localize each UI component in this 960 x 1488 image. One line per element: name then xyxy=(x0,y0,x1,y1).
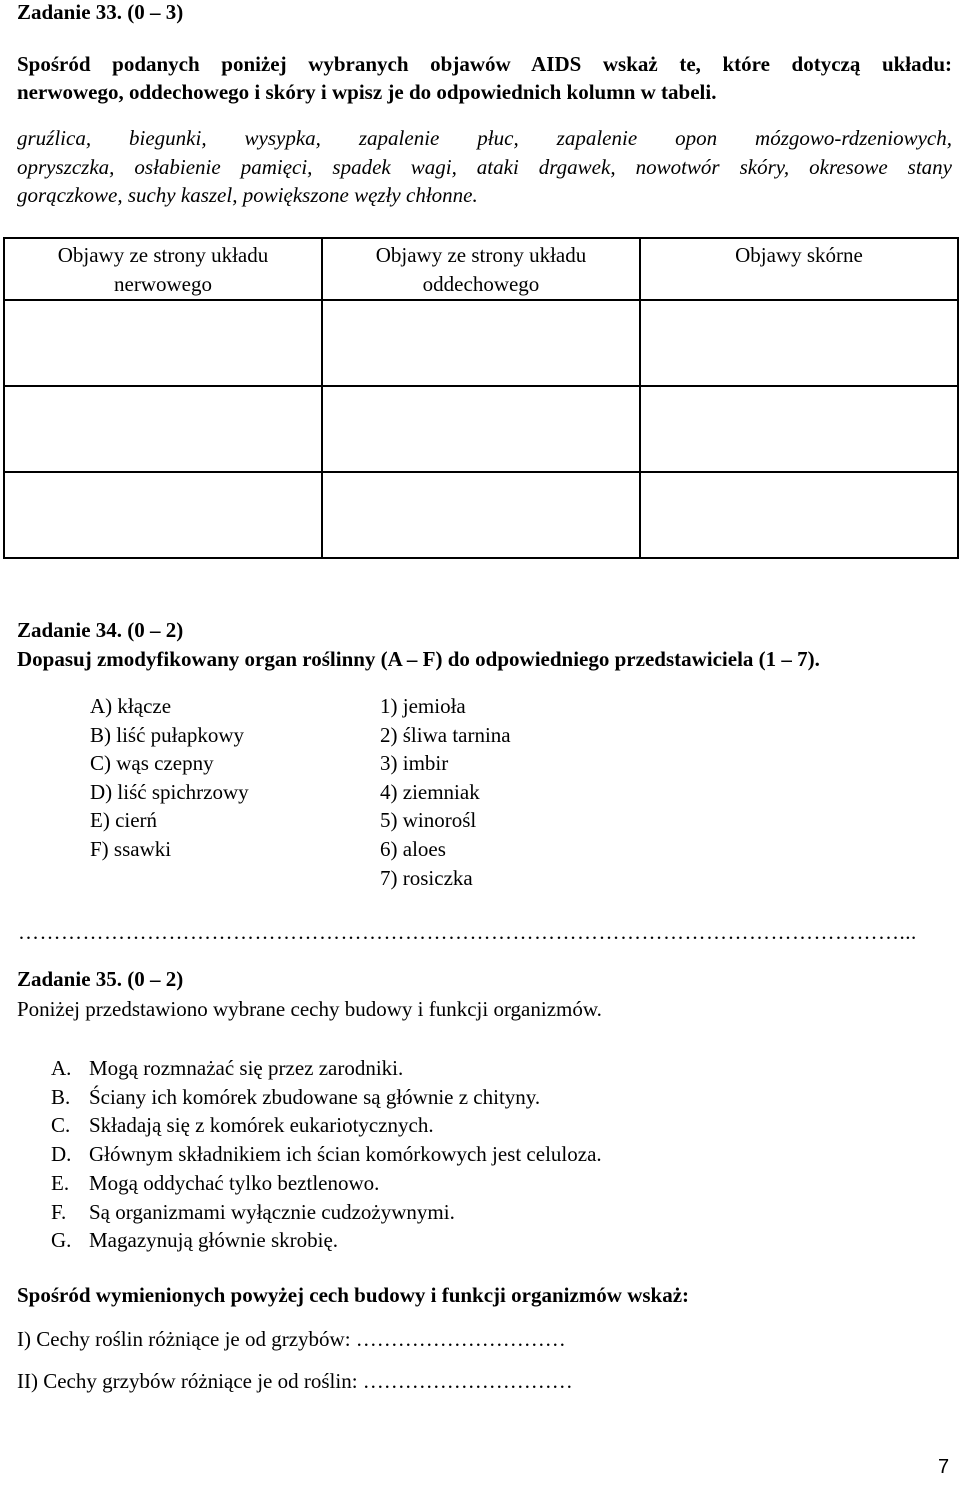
task-33-instruction-line-2: nerwowego, oddechowego i skóry i wpisz je do odpowiednich kolumn w tabeli. xyxy=(17,80,717,104)
list-item: 1) jemioła xyxy=(380,694,466,718)
cell-respiratory-3[interactable] xyxy=(322,472,640,558)
list-item xyxy=(51,1054,602,1083)
table-row xyxy=(4,386,958,472)
feature-text: Mogą oddychać tylko beztlenowo. xyxy=(89,1170,380,1195)
list-item: 4) ziemniak xyxy=(380,779,480,804)
feature-text: Głównym składnikiem ich ścian komórkowych jest celuloza. xyxy=(89,1142,602,1167)
feature-text: Są organizmami wyłącznie cudzożywnymi. xyxy=(89,1199,455,1224)
feature-letter: E. xyxy=(51,1170,70,1195)
list-item: 5) winorośl xyxy=(380,808,477,833)
header-skin: Objawy skórne xyxy=(640,238,958,300)
header-respiratory: Objawy ze strony układu oddechowego xyxy=(322,238,640,300)
feature-letter: A. xyxy=(51,1056,72,1080)
symptoms-line-2: opryszczka, osłabienie pamięci, spadek wagi, ataki drgawek, nowotwór skóry, okresowe stany xyxy=(17,155,952,179)
list-item: 7) rosiczka xyxy=(380,865,473,890)
feature-text: Ściany ich komórek zbudowane są głównie z chityny. xyxy=(89,1084,541,1109)
task-34-title: Zadanie 34. (0 – 2) xyxy=(17,618,184,642)
symptoms-line-3: gorączkowe, suchy kaszel, powiększone węzły chłonne. xyxy=(17,183,478,207)
feature-letter: D. xyxy=(51,1142,72,1167)
cell-nervous-2[interactable] xyxy=(4,386,322,472)
list-item: D) liść spichrzowy xyxy=(90,779,249,804)
cell-skin-1[interactable] xyxy=(640,300,958,386)
plant-list xyxy=(380,692,511,892)
list-item xyxy=(51,1198,602,1227)
list-item: B) liść pułapkowy xyxy=(90,722,244,747)
feature-letter: G. xyxy=(51,1228,72,1253)
task-35-intro: Poniżej przedstawiono wybrane cechy budowy i funkcji organizmów. xyxy=(17,997,602,1021)
task-33-title: Zadanie 33. (0 – 3) xyxy=(17,0,184,24)
cell-skin-2[interactable] xyxy=(640,386,958,472)
list-item: F) ssawki xyxy=(90,836,172,861)
task-34-instruction: Dopasuj zmodyfikowany organ roślinny (A – F) do odpowiedniego przedstawiciela (1 – 7). xyxy=(17,647,820,671)
list-item xyxy=(51,1111,602,1140)
task-35-instruction: Spośród wymienionych powyżej cech budowy i funkcji organizmów wskaż: xyxy=(17,1283,690,1307)
cell-nervous-1[interactable] xyxy=(4,300,322,386)
feature-list xyxy=(51,1054,602,1255)
table-header-row xyxy=(4,238,958,300)
answer-line-plants[interactable]: I) Cechy roślin różniące je od grzybów: ………………………… xyxy=(17,1327,566,1351)
cell-skin-3[interactable] xyxy=(640,472,958,558)
list-item: 6) aloes xyxy=(380,836,446,861)
table-row xyxy=(4,472,958,558)
task-33-instruction-line-1: Spośród podanych poniżej wybranych objawów AIDS wskaż te, które dotyczą układu: xyxy=(17,52,952,76)
header-nervous: Objawy ze strony układu nerwowego xyxy=(4,238,322,300)
task-34-answer-line[interactable]: ……………………………………………………………………………………………………………... xyxy=(18,920,917,944)
answer-line-fungi[interactable]: II) Cechy grzybów różniące je od roślin: ………………………… xyxy=(17,1369,573,1393)
list-item xyxy=(51,1083,602,1112)
cell-respiratory-1[interactable] xyxy=(322,300,640,386)
list-item: 3) imbir xyxy=(380,751,449,776)
feature-text: Mogą rozmnażać się przez zarodniki. xyxy=(89,1056,404,1080)
feature-letter: F. xyxy=(51,1199,67,1224)
list-item: C) wąs czepny xyxy=(90,751,214,776)
feature-letter: C. xyxy=(51,1113,71,1138)
feature-text: Składają się z komórek eukariotycznych. xyxy=(89,1113,434,1138)
list-item: A) kłącze xyxy=(90,694,172,718)
symptoms-line-1: gruźlica, biegunki, wysypka, zapalenie płuc, zapalenie opon mózgowo-rdzeniowych, xyxy=(17,126,952,150)
feature-letter: B. xyxy=(51,1084,71,1109)
symptoms-table xyxy=(3,237,959,559)
list-item xyxy=(51,1169,602,1198)
cell-nervous-3[interactable] xyxy=(4,472,322,558)
list-item: 2) śliwa tarnina xyxy=(380,722,511,747)
page-number: 7 xyxy=(938,1456,950,1478)
cell-respiratory-2[interactable] xyxy=(322,386,640,472)
list-item xyxy=(51,1226,602,1255)
task-35-title: Zadanie 35. (0 – 2) xyxy=(17,967,184,991)
feature-text: Magazynują głównie skrobię. xyxy=(89,1228,339,1253)
list-item xyxy=(51,1140,602,1169)
table-row xyxy=(4,300,958,386)
list-item: E) cierń xyxy=(90,808,158,833)
organ-list xyxy=(90,692,249,864)
